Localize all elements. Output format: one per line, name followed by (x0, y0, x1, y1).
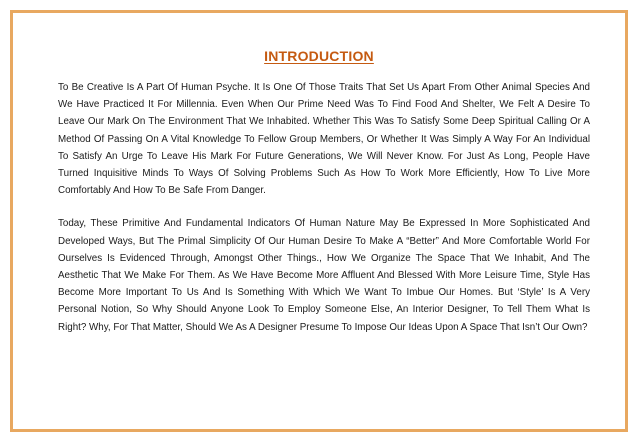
paragraph-1: To Be Creative Is A Part Of Human Psyche. It Is One Of Those Traits That Set Us Apart From Other Animal Species And We Have Practiced It For Millennia. Even When Our Prime Need Was To Find Food And Shelter, We Felt A Desire To Leave Our Mark On The Environment That We Inhabited. Whether This Was To Satisfy Some Deep Spiritual Calling Or A Method Of Passing On A Vital Knowledge To Fellow Group Members, Or Whether It Was Simply A Way For An Individual To Satisfy An Urge To Leave His Mark For Future Generations, We Will Never Know. For Just As Long, People Have Turned Inquisitive Minds To Ways Of Solving Problems Such As How To Work More Efficiently, How To Live More Comfortably And How To Be Safe From Danger. (58, 82, 590, 197)
slide-title: INTRODUCTION (264, 48, 374, 64)
slide-frame (10, 10, 628, 432)
paragraph-2: Today, These Primitive And Fundamental Indicators Of Human Nature May Be Expressed In More Sophisticated And Developed Ways, But The Primal Simplicity Of Our Human Desire To Make A “Better” And More Comfortable World For Ourselves Is Evidenced Through, Amongst Other Things., How We Organize The Space That We Inhabit, And The Aesthetic That We Make For Them. As We Have Become More Affluent And Blessed With More Leisure Time, Style Has Become More Important To Us And Is Something With Which We Want To Imbue Our Homes. But ‘Style’ Is A Very Personal Notion, So Why Should Anyone Look To Employ Someone Else, An Interior Designer, To Tell Them What Is Right? Why, For That Matter, Should We As A Designer Presume To Impose Our Ideas Upon A Space That Isn’t Our Own? (58, 218, 590, 333)
slide-body (58, 79, 590, 336)
